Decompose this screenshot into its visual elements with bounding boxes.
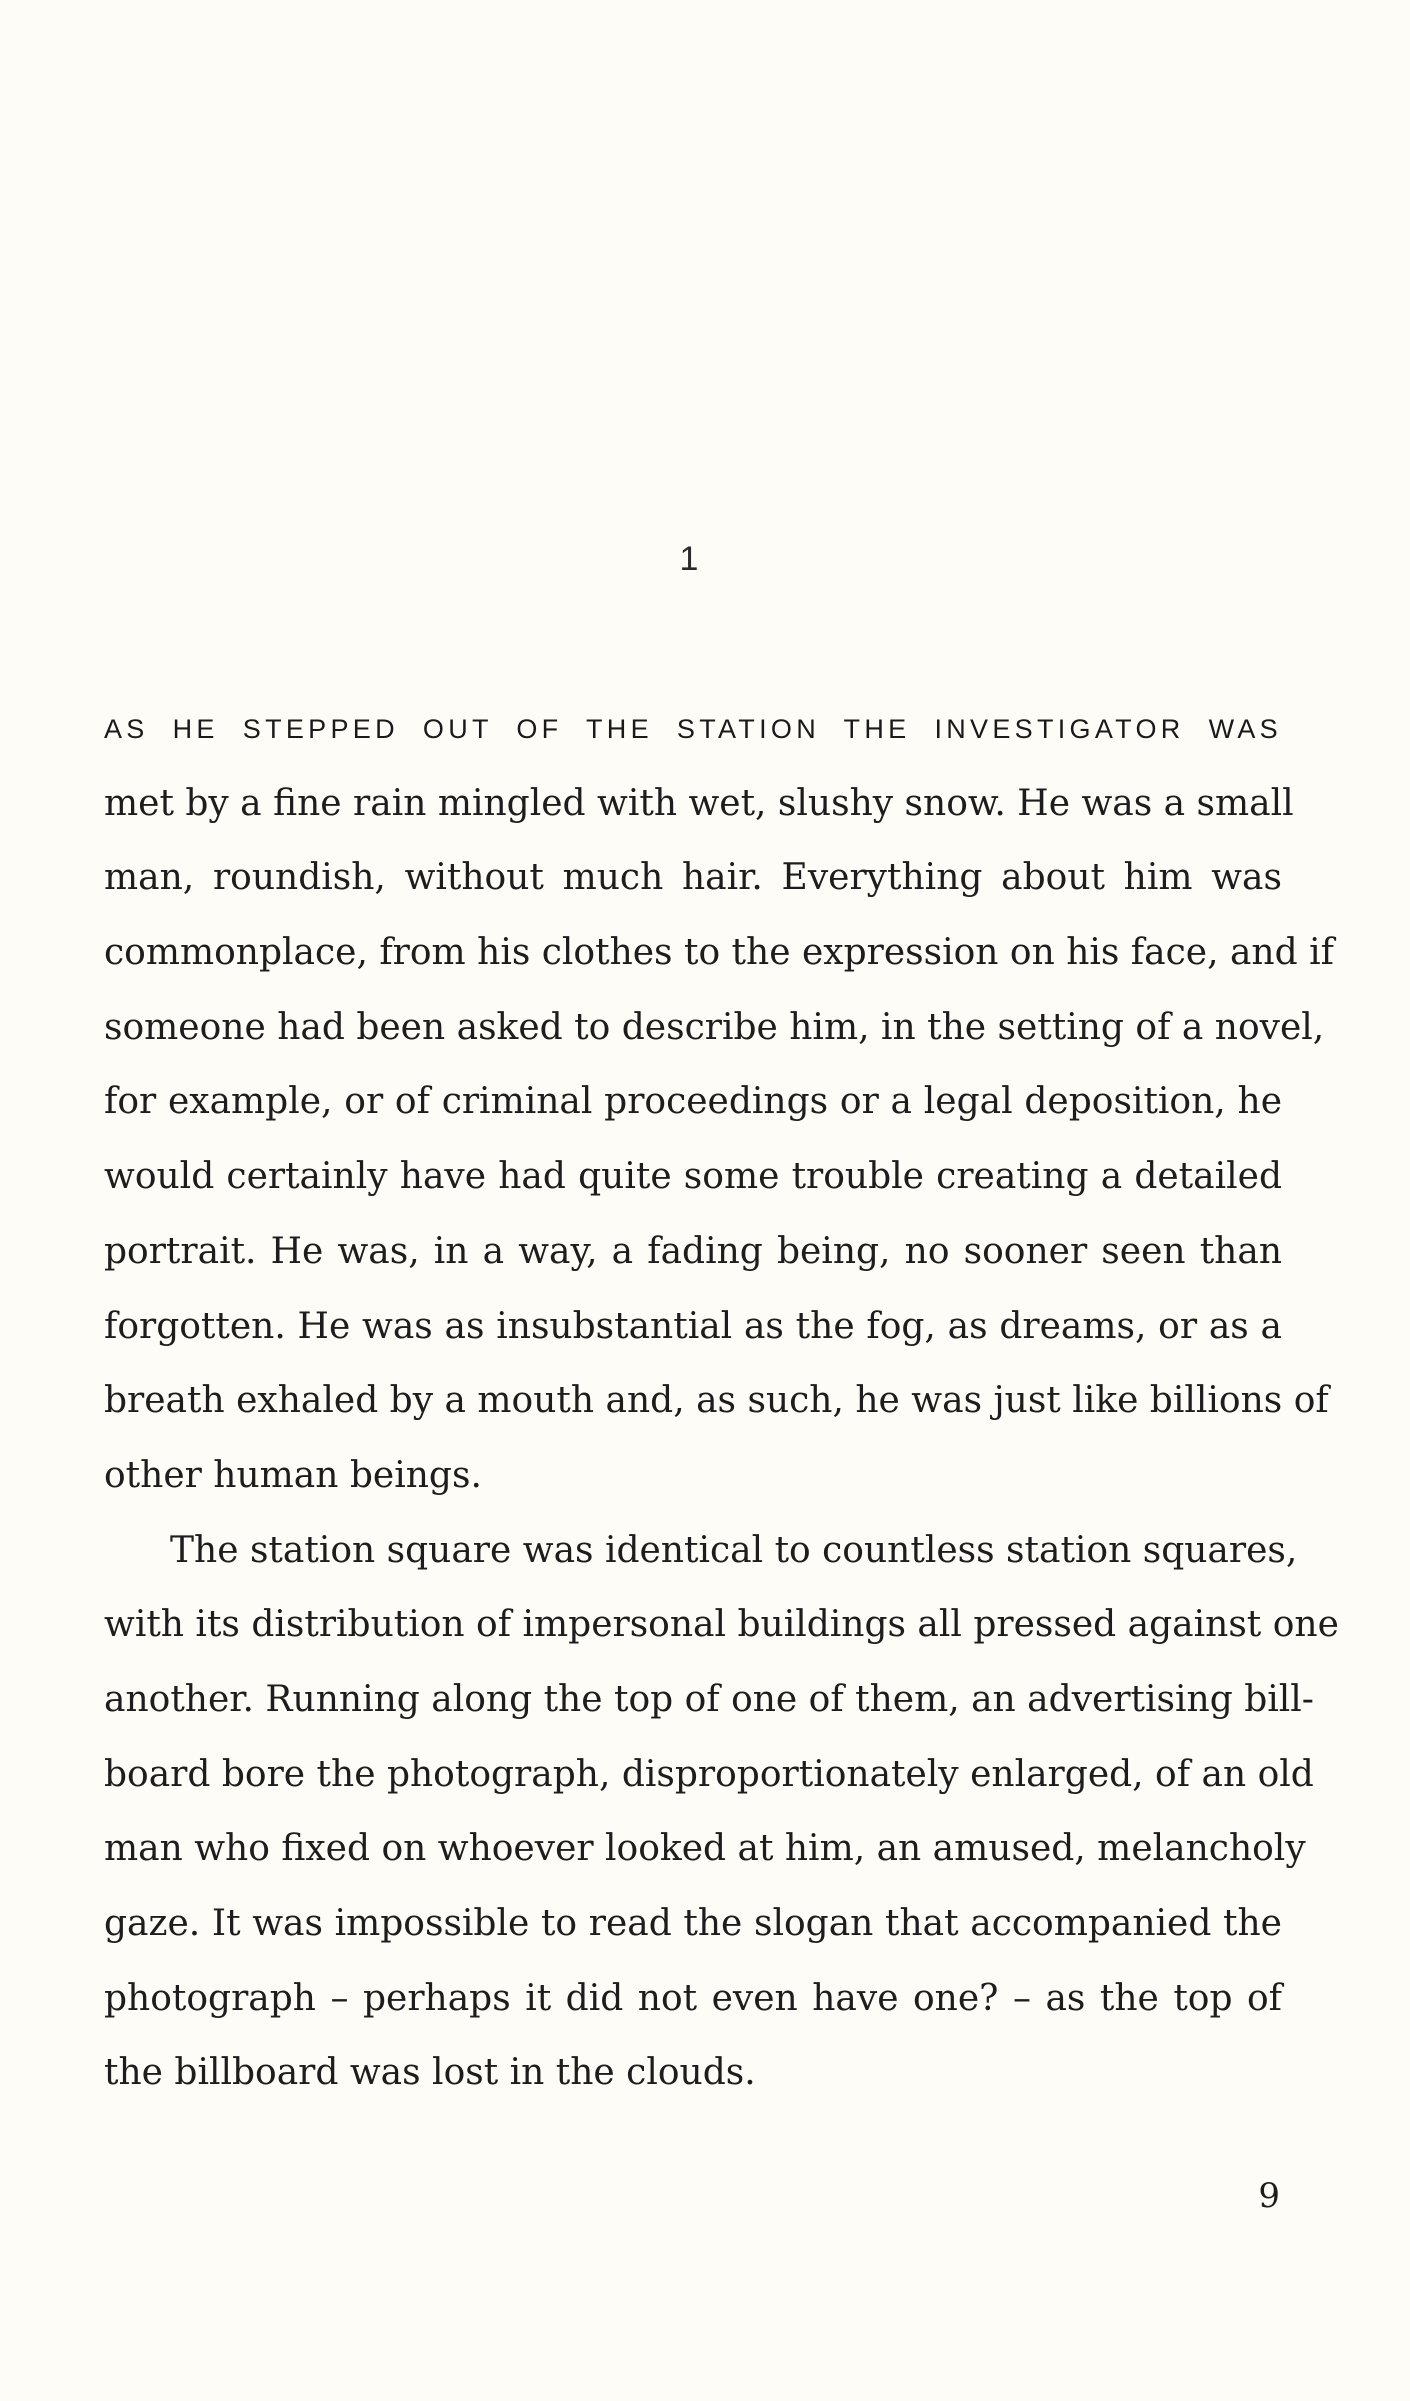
text-line: portrait. He was, in a way, a fading being, no sooner seen than [104,1230,1282,1272]
opening-line: AS HE STEPPED OUT OF THE STATION THE INVESTIGATOR WAS [104,714,1282,744]
text-line: for example, or of criminal proceedings or a legal deposition, he [104,1081,1282,1123]
paragraph-2 [104,1514,1339,2112]
text-line: photograph – perhaps it did not even have one? – as the top of [104,1977,1282,2019]
text-line: board bore the photograph, disproportionately enlarged, of an old [104,1753,1314,1795]
text-line: other human beings. [104,1454,482,1496]
text-line: commonplace, from his clothes to the expression on his face, and if [104,932,1334,974]
text-line: another. Running along the top of one of them, an advertising bill- [104,1678,1314,1720]
text-line: someone had been asked to describe him, in the setting of a novel, [104,1006,1325,1048]
text-line: would certainly have had quite some trouble creating a detailed [104,1156,1282,1198]
text-line: The station square was identical to countless station squares, [170,1529,1298,1571]
text-line: forgotten. He was as insubstantial as the fog, as dreams, or as a [104,1305,1282,1347]
text-line: with its distribution of impersonal buildings all pressed against one [104,1604,1339,1646]
text-line: gaze. It was impossible to read the slogan that accompanied the [104,1903,1282,1944]
page-number: 9 [1258,2176,1280,2216]
chapter-body [104,692,1339,2111]
chapter-number: 1 [679,540,699,578]
text-line: the billboard was lost in the clouds. [104,2052,756,2094]
text-line: man, roundish, without much hair. Everything about him was [104,857,1282,899]
text-line: man who fixed on whoever looked at him, an amused, melancholy [104,1828,1306,1870]
paragraph-1 [104,692,1334,1514]
text-line: met by a fine rain mingled with wet, slushy snow. He was a small [104,782,1294,824]
text-line: breath exhaled by a mouth and, as such, he was just like billions of [104,1380,1329,1422]
